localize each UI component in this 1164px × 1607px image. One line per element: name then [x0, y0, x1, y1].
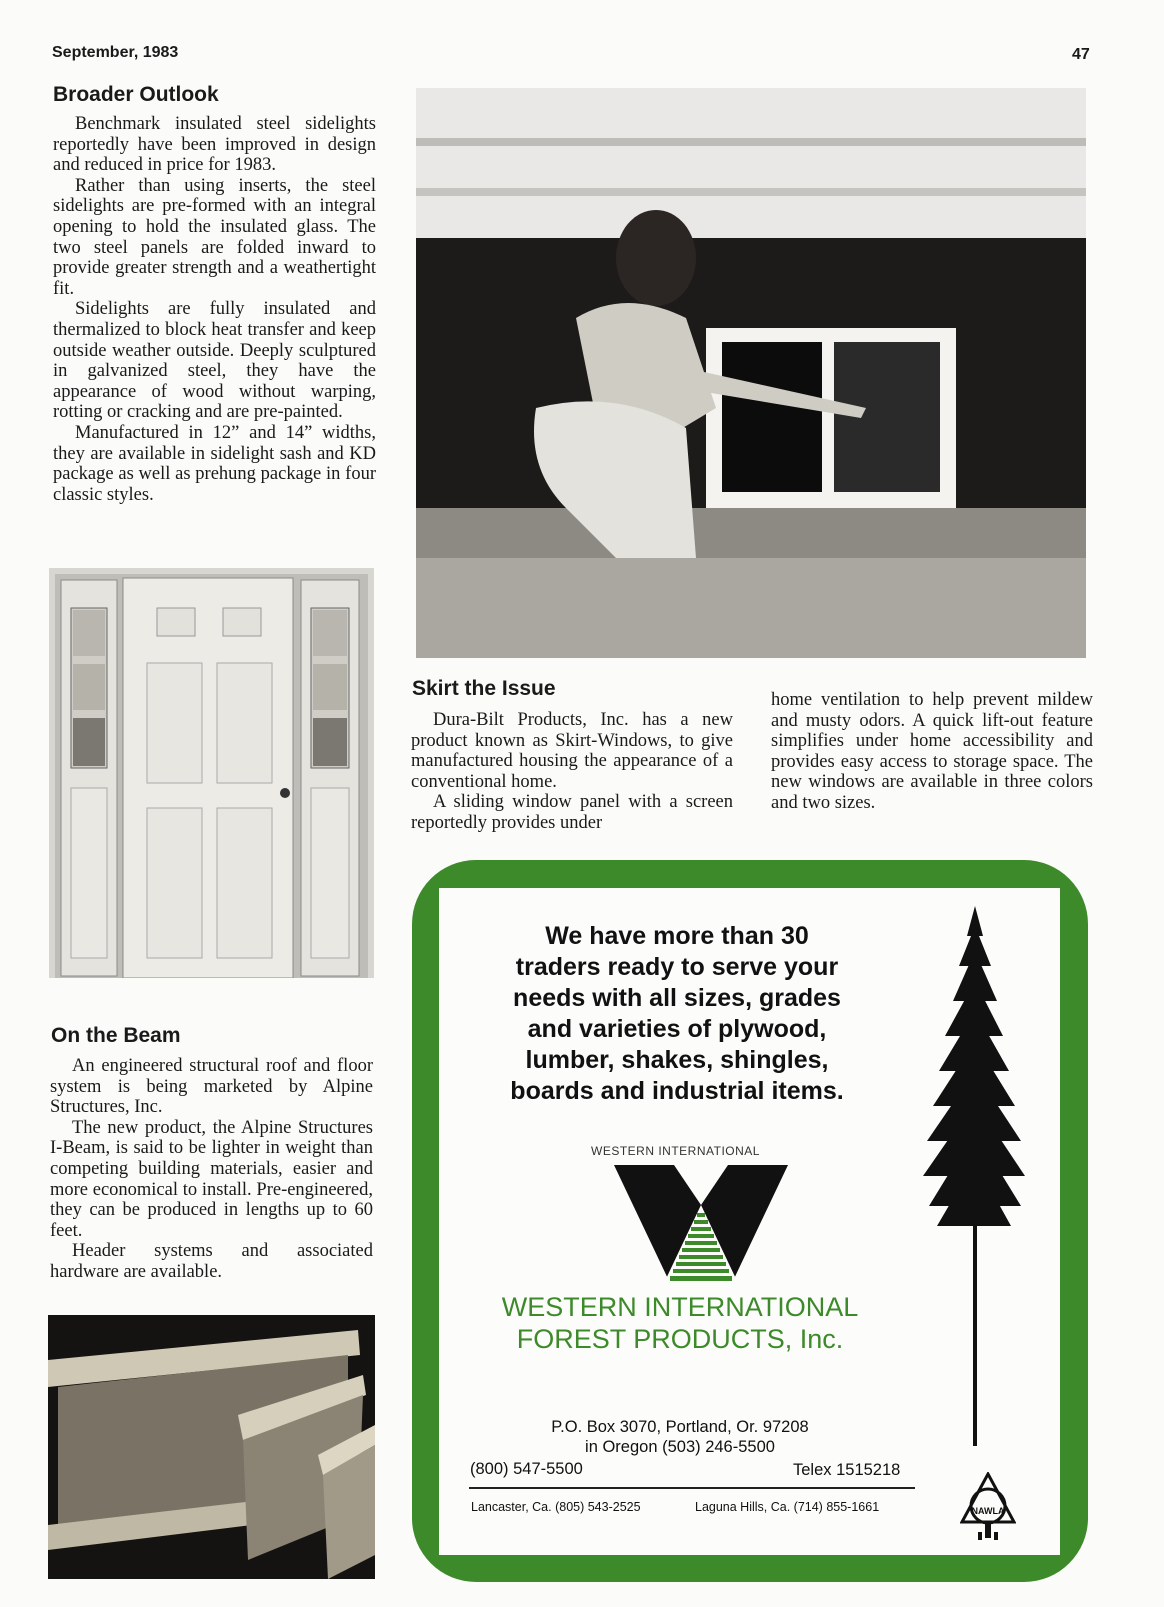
- paragraph: Rather than using inserts, the steel sidelights are pre-formed with an integral opening to hold the insulated glass. The two steel panels are folded inward to provide greater strength and a weathertight fit.: [53, 175, 376, 299]
- ad-headline-line: needs with all sizes, grades: [513, 984, 841, 1012]
- company-name: [470, 1291, 890, 1355]
- heading-skirt-the-issue: Skirt the Issue: [412, 677, 556, 700]
- company-name-line2: FOREST PRODUCTS, Inc.: [516, 1324, 844, 1354]
- oregon-phone: in Oregon (503) 246-5500: [585, 1438, 775, 1456]
- door-illustration: [49, 568, 374, 978]
- page-number: 47: [1072, 46, 1090, 63]
- page-date: September, 1983: [52, 44, 179, 61]
- ad-headline: [456, 921, 898, 1107]
- western-international-logo-icon: [614, 1165, 788, 1283]
- svg-text:NAWLA: NAWLA: [971, 1506, 1005, 1516]
- ad-headline-line: We have more than 30: [545, 922, 809, 950]
- ad-divider: [469, 1487, 915, 1489]
- fir-tree-icon: [915, 906, 1035, 1446]
- branch-lancaster: Lancaster, Ca. (805) 543-2525: [471, 1500, 641, 1514]
- ad-headline-line: lumber, shakes, shingles,: [525, 1046, 829, 1074]
- article-broader-outlook: [53, 114, 376, 505]
- branch-laguna-hills: Laguna Hills, Ca. (714) 855-1661: [695, 1500, 880, 1514]
- address-line: P.O. Box 3070, Portland, Or. 97208: [551, 1418, 809, 1436]
- logo-caption: WESTERN INTERNATIONAL: [591, 1144, 760, 1158]
- article-skirt-col2: [771, 690, 1093, 814]
- mailing-address: [470, 1417, 890, 1457]
- paragraph: Manufactured in 12” and 14” widths, they are available in sidelight sash and KD package as well as prehung package in four classic styles.: [53, 422, 376, 505]
- skirt-window-photo: [416, 88, 1086, 658]
- ad-headline-line: traders ready to serve your: [515, 953, 839, 981]
- paragraph: Sidelights are fully insulated and thermalized to block heat transfer and keep outside weather outside. Deeply sculptured in galvanized steel, they have the appearance of wood without warping, rotting or cracking and are pre-painted.: [53, 299, 376, 423]
- article-on-the-beam: [50, 1056, 373, 1283]
- paragraph: An engineered structural roof and floor system is being marketed by Alpine Structures, Inc.: [50, 1056, 373, 1118]
- ad-headline-line: and varieties of plywood,: [527, 1015, 827, 1043]
- paragraph: Header systems and associated hardware are available.: [50, 1241, 373, 1282]
- nawla-seal-icon: [960, 1472, 1016, 1540]
- i-beam-photo: [48, 1315, 375, 1579]
- article-skirt-col1: [411, 710, 733, 834]
- paragraph: Benchmark insulated steel sidelights reportedly have been improved in design and reduced in price for 1983.: [53, 114, 376, 176]
- heading-broader-outlook: Broader Outlook: [53, 83, 219, 106]
- ad-headline-line: boards and industrial items.: [510, 1077, 844, 1105]
- paragraph: The new product, the Alpine Structures I-Beam, is said to be lighter in weight than competing building materials, easier and more economical to install. Pre-engineered, they can be produced in lengths up to 60 feet.: [50, 1117, 373, 1241]
- telex-number: Telex 1515218: [793, 1461, 901, 1479]
- paragraph: home ventilation to help prevent mildew and musty odors. A quick lift-out feature simplifies under home accessibility and provides easy access to storage space. The new windows are available in three colors and two sizes.: [771, 690, 1093, 813]
- company-name-line1: WESTERN INTERNATIONAL: [501, 1292, 859, 1322]
- i-beam-illustration: [48, 1315, 375, 1579]
- skirt-window-illustration: [416, 88, 1086, 658]
- paragraph: Dura-Bilt Products, Inc. has a new product known as Skirt-Windows, to give manufactured housing the appearance of a conventional home.: [411, 710, 733, 792]
- phone-number: (800) 547-5500: [470, 1460, 583, 1478]
- door-sidelights-photo: [49, 568, 374, 978]
- paragraph: A sliding window panel with a screen reportedly provides under: [411, 792, 733, 833]
- heading-on-the-beam: On the Beam: [51, 1024, 181, 1047]
